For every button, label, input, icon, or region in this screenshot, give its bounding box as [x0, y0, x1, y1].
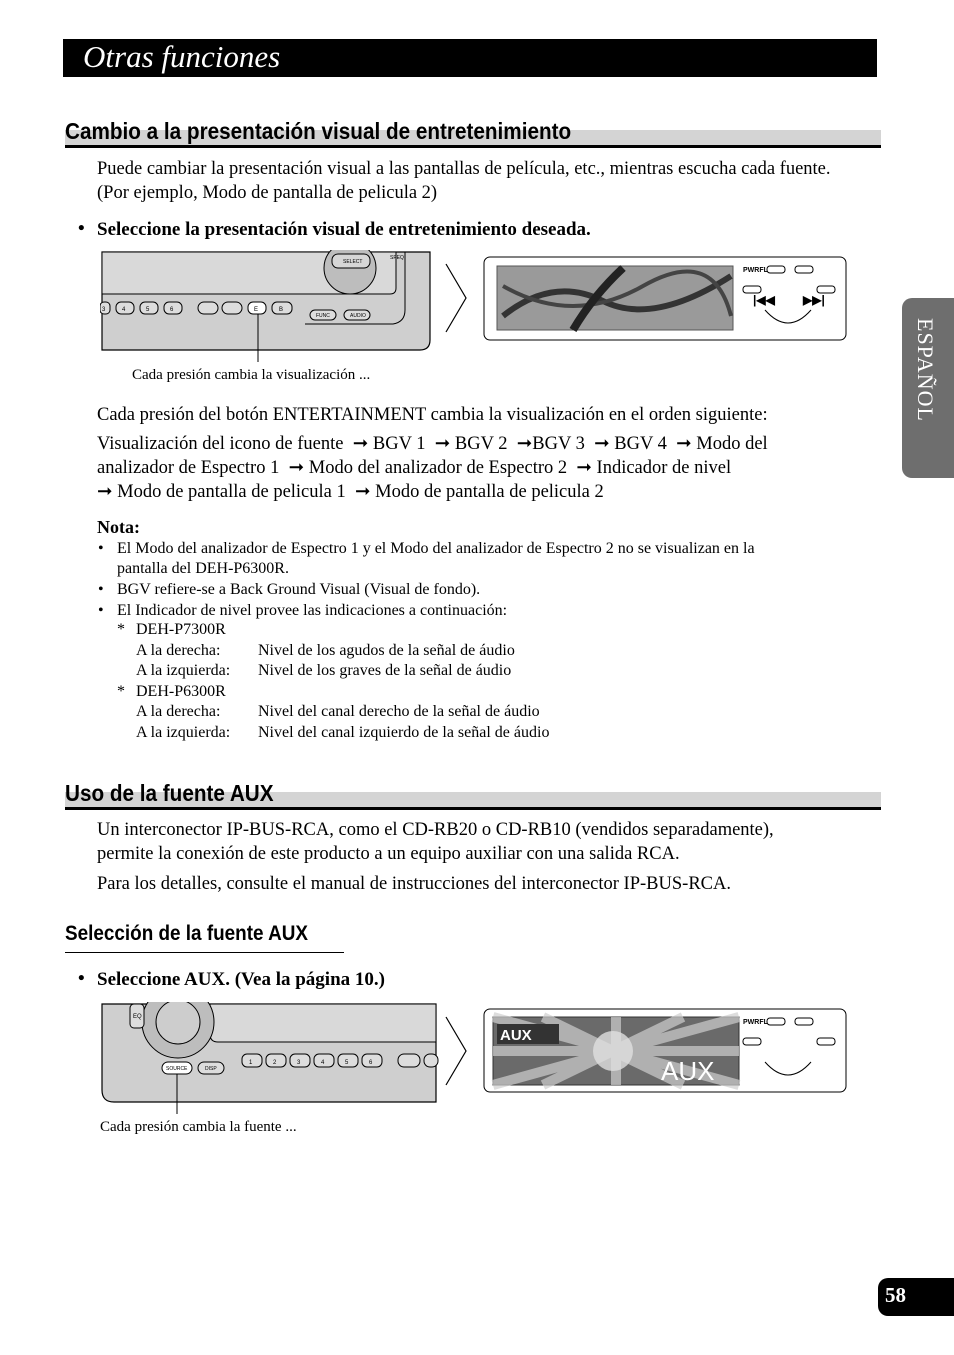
section-heading-text: Cambio a la presentación visual de entretenimiento: [65, 118, 572, 144]
note-item-1-cont: pantalla del DEH-P6300R.: [117, 560, 289, 577]
display-illustration-1: [483, 256, 849, 342]
svg-text:5: 5: [146, 307, 150, 313]
aux-paragraph-2: Para los detalles, consulte el manual de instrucciones del interconector IP-BUS-RCA.: [97, 874, 731, 894]
svg-text:▶▶|: ▶▶|: [803, 293, 825, 307]
aux-paragraph-1b: permite la conexión de este producto a un equipo auxiliar con una salida RCA.: [97, 844, 680, 864]
pwrfl-label: PWRFL: [743, 267, 768, 274]
display-aux-small: AUX: [500, 1027, 532, 1044]
svg-text:|◀◀: |◀◀: [753, 293, 775, 307]
page-title-bar: [63, 39, 877, 77]
intro-paragraph: Puede cambiar la presentación visual a las pantallas de película, etc., mientras escucha cada fuente. (Por ejemplo, Modo de pantalla de pelicula 2): [97, 159, 831, 203]
sequence-line-1: Visualización del icono de fuente ➞ BGV 1 ➞ BGV 2 ➞BGV 3 ➞ BGV 4 ➞ Modo del: [97, 434, 768, 454]
svg-text:3: 3: [297, 1060, 301, 1066]
arrow-icon: ➞: [671, 434, 697, 454]
svg-text:FUNC: FUNC: [316, 313, 330, 319]
arrow-right-icon: [444, 1015, 470, 1087]
step-instruction: Seleccione la presentación visual de entretenimiento deseada.: [97, 219, 591, 240]
model-p6300r: DEH-P6300R: [136, 683, 226, 700]
note-label: Nota:: [97, 517, 140, 537]
display-illustration-2: [483, 1008, 849, 1094]
display-aux-big: AUX: [661, 1056, 715, 1086]
arrow-icon: ➞: [512, 434, 533, 454]
svg-text:5: 5: [345, 1060, 349, 1066]
svg-text:SOURCE: SOURCE: [166, 1066, 188, 1072]
step-instruction-aux: Seleccione AUX. (Vea la página 10.): [97, 969, 385, 990]
select-label: SELECT: [343, 259, 363, 265]
subheading-aux-selection: [65, 922, 344, 953]
caption-aux: Cada presión cambia la fuente ...: [100, 1119, 297, 1135]
pwrfl-label: PWRFL: [743, 1019, 768, 1026]
section-heading-aux: [65, 780, 881, 809]
svg-text:E: E: [254, 307, 259, 313]
arrow-icon: ➞: [283, 458, 309, 478]
arrow-right-icon: [444, 262, 470, 334]
step-bullet: •: [78, 218, 85, 239]
head-unit-illustration-2: [100, 1002, 440, 1114]
section-heading-text: Uso de la fuente AUX: [65, 780, 274, 806]
speq-label: SPEQ: [390, 255, 404, 261]
arrow-icon: ➞: [430, 434, 455, 454]
arrow-icon: ➞: [348, 434, 373, 454]
page-number: 58: [885, 1283, 906, 1307]
page-title: Otras funciones: [83, 39, 281, 74]
subheading-text: Selección de la fuente AUX: [65, 922, 308, 945]
sequence-line-2: analizador de Espectro 1 ➞ Modo del analizador de Espectro 2 ➞ Indicador de nivel: [97, 458, 732, 478]
sequence-line-3: ➞ Modo de pantalla de pelicula 1 ➞ Modo de pantalla de pelicula 2: [97, 482, 604, 502]
svg-text:6: 6: [170, 307, 174, 313]
svg-text:4: 4: [321, 1060, 325, 1066]
language-tab: [902, 298, 954, 478]
svg-text:6: 6: [369, 1060, 373, 1066]
svg-text:4: 4: [122, 307, 126, 313]
caption-entertainment: Cada presión cambia la visualización ...: [132, 367, 371, 383]
order-intro: Cada presión del botón ENTERTAINMENT cambia la visualización en el orden siguiente:: [97, 405, 768, 425]
svg-text:B: B: [279, 307, 284, 313]
svg-text:EQ: EQ: [133, 1014, 142, 1020]
svg-text:2: 2: [273, 1060, 277, 1066]
aux-paragraph-1a: Un interconector IP-BUS-RCA, como el CD-RB20 o CD-RB10 (vendidos separadamente),: [97, 820, 774, 840]
section-heading-entertainment: [65, 118, 881, 147]
language-tab-label: ESPAÑOL: [913, 318, 938, 422]
svg-text:DISP: DISP: [205, 1066, 217, 1072]
head-unit-illustration-1: [100, 250, 436, 362]
arrow-icon: ➞: [97, 482, 118, 502]
svg-text:3: 3: [102, 307, 106, 313]
arrow-icon: ➞: [350, 482, 376, 502]
model-p7300r: DEH-P7300R: [136, 621, 226, 638]
page-number-badge: [878, 1278, 954, 1316]
arrow-icon: ➞: [589, 434, 615, 454]
arrow-icon: ➞: [571, 458, 597, 478]
svg-text:AUDIO: AUDIO: [350, 313, 366, 319]
step-bullet-aux: •: [78, 968, 85, 989]
svg-text:1: 1: [249, 1060, 253, 1066]
